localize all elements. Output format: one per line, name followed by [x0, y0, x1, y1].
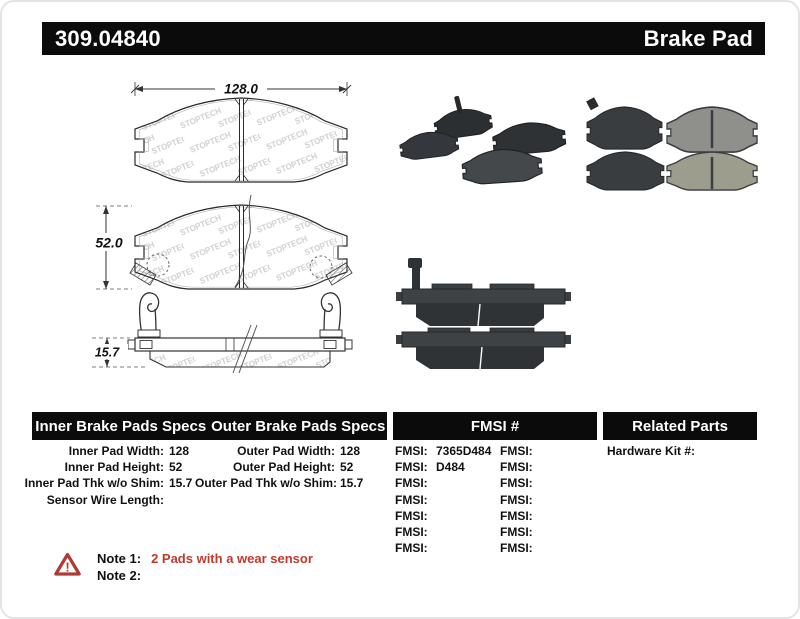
outer-specs-column	[195, 444, 363, 493]
spec-label: Outer Pad Thk w/o Shim:	[195, 476, 338, 491]
spec-row	[24, 476, 192, 492]
fmsi-row	[500, 476, 541, 492]
pad-side-view	[128, 293, 352, 373]
fmsi-label: FMSI:	[500, 460, 533, 475]
fmsi-row	[395, 460, 491, 476]
fmsi-label: FMSI:	[395, 460, 428, 475]
fmsi-row	[500, 525, 541, 541]
warning-icon	[54, 552, 81, 582]
fmsi-label: FMSI:	[500, 444, 533, 458]
spec-label: Inner Pad Height:	[64, 460, 164, 475]
inner-specs-column	[24, 444, 192, 509]
spec-row	[24, 460, 192, 476]
spec-row	[195, 476, 363, 492]
fmsi-label: FMSI:	[500, 492, 533, 507]
related-label: Hardware Kit #:	[607, 444, 696, 458]
fmsi-row	[500, 460, 541, 476]
fmsi-label: FMSI:	[395, 508, 428, 523]
width-dimension-label: 128.0	[224, 81, 258, 97]
spec-label: Outer Pad Height:	[232, 460, 335, 475]
note-2-label: Note 2:	[97, 568, 142, 583]
inner-specs-title: Inner Brake Pads Specs	[35, 417, 207, 435]
photo-perspective	[399, 96, 567, 186]
spec-value: 15.7	[169, 476, 193, 491]
fmsi-row	[395, 525, 491, 541]
height-dimension-label: 52.0	[95, 234, 123, 251]
fmsi-row	[395, 444, 491, 460]
fmsi-label: FMSI:	[500, 524, 533, 539]
fmsi-row	[500, 509, 541, 525]
fmsi-column-2	[500, 444, 541, 557]
spec-label: Inner Pad Thk w/o Shim:	[24, 476, 164, 491]
spec-label: Outer Pad Width:	[237, 444, 335, 458]
fmsi-label: FMSI:	[500, 476, 533, 491]
fmsi-value: 7365D484	[436, 444, 492, 458]
pad-front-view	[135, 98, 347, 182]
spec-row	[195, 460, 363, 476]
spec-value: 15.7	[340, 476, 364, 491]
spec-value: 128	[169, 444, 190, 458]
photo-side-views	[396, 258, 571, 369]
specs-header-bar	[32, 412, 387, 440]
fmsi-row	[500, 444, 541, 460]
wear-sensor-tab	[586, 97, 599, 110]
fmsi-column-1	[395, 444, 491, 557]
spec-label: Inner Pad Width:	[68, 444, 164, 458]
related-parts-title: Related Parts	[632, 417, 728, 435]
fmsi-label: FMSI:	[395, 444, 428, 458]
fmsi-label: FMSI:	[395, 524, 428, 539]
fmsi-label: FMSI:	[395, 492, 428, 507]
spec-row	[24, 493, 192, 509]
thickness-dimension-label: 15.7	[94, 345, 120, 360]
related-row	[607, 444, 700, 460]
product-photos	[392, 90, 772, 382]
svg-text:!: !	[65, 559, 70, 575]
header-bar	[42, 22, 765, 55]
spec-row	[24, 444, 192, 460]
dimension-height	[88, 206, 132, 289]
outer-specs-title: Outer Brake Pads Specs	[211, 417, 386, 435]
fmsi-label: FMSI:	[395, 541, 428, 556]
photo-flat-set	[586, 97, 757, 190]
fmsi-row	[395, 541, 491, 557]
spec-value: 52	[340, 460, 354, 475]
spec-label: Sensor Wire Length:	[46, 492, 164, 507]
related-parts-column	[607, 444, 700, 460]
related-parts-header-bar	[603, 412, 757, 440]
fmsi-label: FMSI:	[500, 541, 533, 556]
fmsi-value: D484	[436, 460, 465, 475]
fmsi-row	[395, 493, 491, 509]
note-1-text: 2 Pads with a wear sensor	[151, 551, 313, 566]
spec-row	[195, 444, 363, 460]
note-1-label: Note 1:	[97, 551, 142, 566]
fmsi-row	[500, 493, 541, 509]
fmsi-title: FMSI #	[470, 417, 520, 435]
note-1	[97, 551, 313, 568]
fmsi-row	[395, 476, 491, 492]
note-2	[97, 568, 313, 585]
fmsi-header-bar	[393, 412, 597, 440]
fmsi-row	[500, 541, 541, 557]
spec-value: 52	[169, 460, 183, 475]
product-type-title: Brake Pad	[643, 25, 753, 51]
technical-diagram	[80, 75, 372, 400]
dimension-width	[131, 81, 351, 97]
notes-block	[97, 551, 313, 585]
fmsi-label: FMSI:	[500, 508, 533, 523]
fmsi-row	[395, 509, 491, 525]
fmsi-label: FMSI:	[395, 476, 428, 491]
part-number: 309.04840	[55, 25, 161, 51]
spec-value: 128	[340, 444, 361, 458]
